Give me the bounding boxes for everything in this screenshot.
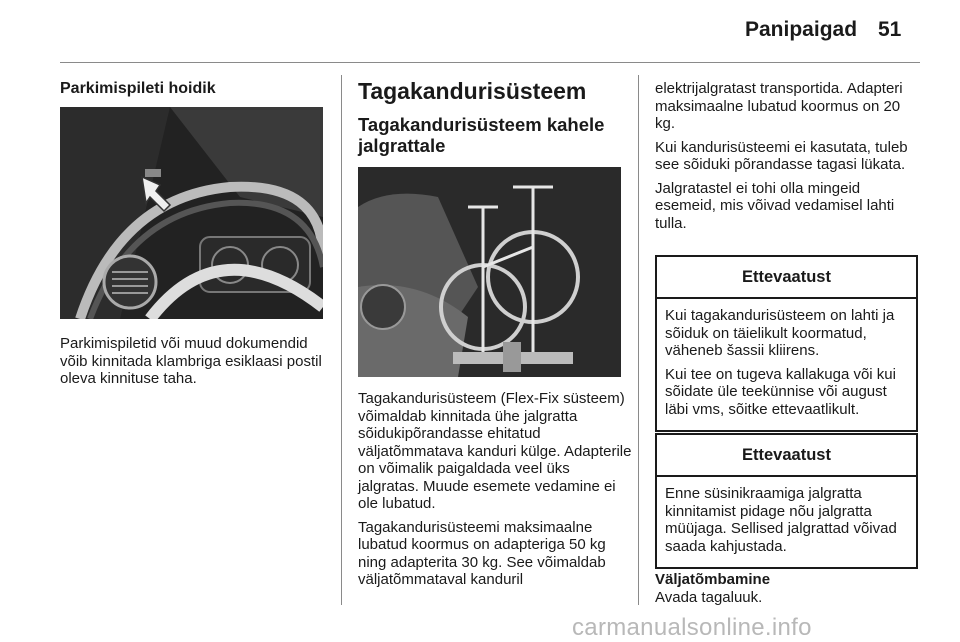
page-number: 51 <box>878 18 902 41</box>
warning-2-paragraph-1: Enne süsinikraamiga jalgratta kinnitamist pidage nõu jalgratta müüjaga. Sellised jalgrattad võivad saada kahjustada. <box>665 485 897 555</box>
section-heading-rear-carrier: Tagakandurisüsteem <box>358 78 587 104</box>
warning-1-paragraph-1: Kui tagakandurisüsteem on lahti ja sõiduk on täielikult koormatud, väheneb šassii kliirens. <box>665 307 895 359</box>
watermark-url: carmanualsonline.info <box>572 614 812 641</box>
column-3-bottom <box>655 571 920 606</box>
carrier-paragraph-1: Tagakandurisüsteem (Flex-Fix süsteem) võimaldab kinnitada ühe jalgratta sõidukipõrandasse ehitatud väljatõmmatava kanduri külge. Adapterile on võimalik paigaldada veel üks jalgratas. Muude esemete vedamine ei ole lubatud. <box>358 390 632 512</box>
warning-title-2: Ettevaatust <box>657 435 916 477</box>
warning-box-1 <box>655 255 918 432</box>
column-divider-1 <box>341 75 342 605</box>
column-1-text <box>60 335 335 394</box>
column-2-text <box>358 390 633 595</box>
column-divider-2 <box>638 75 639 605</box>
parking-ticket-holder-illustration <box>60 107 323 319</box>
column-2-heading-block <box>358 78 628 156</box>
extraction-first-step: Avada tagaluuk. <box>655 588 763 606</box>
bicycle-carrier-icon <box>358 167 621 377</box>
warning-body-2 <box>657 477 916 567</box>
parking-ticket-paragraph: Parkimispiletid või muud dokumendid võib kinnitada klambriga esiklaasi postil oleva kinnituse taha. <box>60 335 322 387</box>
header-divider <box>60 62 920 63</box>
page-title: Panipaigad <box>745 18 858 41</box>
column-1 <box>60 80 330 98</box>
col3-paragraph-1: elektrijalgratast transportida. Adapteri maksimaalne lubatud koormus on 20 kg. <box>655 80 903 132</box>
warning-body-1 <box>657 299 916 430</box>
warning-title-1: Ettevaatust <box>657 257 916 299</box>
warning-1-paragraph-2: Kui tee on tugeva kallakuga või kui sõidate üle teekünnise või august läbi vms, sõitke ettevaatlikult. <box>665 365 896 418</box>
bicycle-carrier-illustration <box>358 167 621 377</box>
section-heading-parking-ticket: Parkimispileti hoidik <box>60 80 216 97</box>
col3-paragraph-3: Jalgratastel ei tohi olla mingeid esemeid, mis võivad vedamisel lahti tulla. <box>655 179 895 232</box>
col3-paragraph-2: Kui kandurisüsteemi ei kasutata, tuleb see sõiduki põrandasse tagasi lükata. <box>655 138 908 173</box>
carrier-paragraph-2: Tagakandurisüsteemi maksimaalne lubatud koormus on adapteriga 50 kg ning adapterita 30 kg. See võimaldab väljatõmmataval kanduril <box>358 518 606 588</box>
column-3-text <box>655 80 920 238</box>
subheading-extraction: Väljatõmbamine <box>655 571 771 588</box>
windshield-pillar-clip-icon <box>60 107 323 319</box>
subheading-two-bikes: Tagakandurisüsteem kahele jalgrattale <box>358 114 605 156</box>
warning-box-2 <box>655 433 918 569</box>
